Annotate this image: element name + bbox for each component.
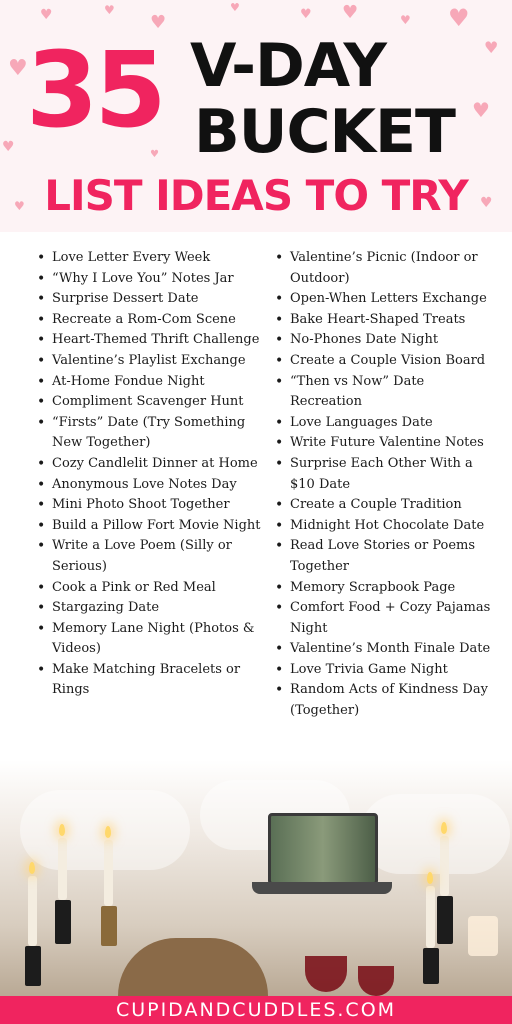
- title-banner: [0, 0, 512, 232]
- candlelit-scene-photo: [0, 760, 512, 996]
- list-item: • No-Phones Date Night: [275, 330, 500, 351]
- heart-icon: ♥: [342, 2, 359, 23]
- list-item: • Surprise Each Other With a $10 Date: [275, 454, 500, 495]
- ideas-list-left: [37, 248, 262, 701]
- list-item: • Anonymous Love Notes Day: [37, 475, 262, 496]
- list-item: • Write Future Valentine Notes: [275, 433, 500, 454]
- list-item: • Recreate a Rom-Com Scene: [37, 310, 262, 331]
- list-item: • Love Trivia Game Night: [275, 660, 500, 681]
- list-item: • Valentine’s Month Finale Date: [275, 639, 500, 660]
- list-item: • Stargazing Date: [37, 598, 262, 619]
- list-item: • Memory Lane Night (Photos & Videos): [37, 619, 262, 660]
- list-item: • Open-When Letters Exchange: [275, 289, 500, 310]
- list-item: • Cozy Candlelit Dinner at Home: [37, 454, 262, 475]
- ideas-list-right: [275, 248, 500, 722]
- list-item: • “Why I Love You” Notes Jar: [37, 269, 262, 290]
- list-item: • Make Matching Bracelets or Rings: [37, 660, 262, 701]
- heart-icon: ♥: [104, 3, 115, 17]
- list-item: • Random Acts of Kindness Day (Together): [275, 680, 500, 721]
- heart-icon: ♥: [230, 1, 240, 14]
- laptop-screen: [268, 813, 378, 885]
- heart-icon: ♥: [472, 98, 490, 122]
- list-item: • Bake Heart-Shaped Treats: [275, 310, 500, 331]
- website-url[interactable]: CUPIDANDCUDDLES.COM: [0, 996, 512, 1024]
- list-item: • Heart-Themed Thrift Challenge: [37, 330, 262, 351]
- heart-icon: ♥: [2, 139, 15, 155]
- laptop-base: [252, 882, 392, 894]
- list-item: • Love Languages Date: [275, 413, 500, 434]
- headline-number: 35: [26, 29, 163, 151]
- charcuterie-board: [118, 938, 268, 996]
- headline-line-2: BUCKET: [194, 97, 455, 167]
- list-item: • Create a Couple Vision Board: [275, 351, 500, 372]
- heart-icon: ♥: [480, 195, 493, 211]
- headline-subtitle: LIST IDEAS TO TRY: [44, 171, 468, 220]
- heart-icon: ♥: [484, 38, 499, 57]
- list-item: • Write a Love Poem (Silly or Serious): [37, 536, 262, 577]
- heart-icon: ♥: [14, 199, 25, 213]
- list-item: • Comfort Food + Cozy Pajamas Night: [275, 598, 500, 639]
- list-item: • Compliment Scavenger Hunt: [37, 392, 262, 413]
- list-item: • Mini Photo Shoot Together: [37, 495, 262, 516]
- list-item: • Valentine’s Playlist Exchange: [37, 351, 262, 372]
- list-item: • At-Home Fondue Night: [37, 372, 262, 393]
- heart-icon: ♥: [8, 56, 28, 81]
- list-item: • Cook a Pink or Red Meal: [37, 578, 262, 599]
- list-item: • Midnight Hot Chocolate Date: [275, 516, 500, 537]
- heart-icon: ♥: [150, 12, 167, 33]
- list-item: • Surprise Dessert Date: [37, 289, 262, 310]
- headline-line-1: V-DAY: [190, 31, 386, 101]
- list-item: • Memory Scrapbook Page: [275, 578, 500, 599]
- heart-icon: ♥: [400, 13, 411, 27]
- list-item: • “Then vs Now” Date Recreation: [275, 372, 500, 413]
- candle-jar: [468, 916, 498, 956]
- heart-icon: ♥: [150, 149, 159, 160]
- heart-icon: ♥: [448, 4, 470, 32]
- list-item: • Create a Couple Tradition: [275, 495, 500, 516]
- heart-icon: ♥: [300, 7, 312, 22]
- list-item: • Build a Pillow Fort Movie Night: [37, 516, 262, 537]
- list-item: • Love Letter Every Week: [37, 248, 262, 269]
- heart-icon: ♥: [40, 7, 53, 23]
- list-item: • Read Love Stories or Poems Together: [275, 536, 500, 577]
- list-item: • “Firsts” Date (Try Something New Together): [37, 413, 262, 454]
- list-item: • Valentine’s Picnic (Indoor or Outdoor): [275, 248, 500, 289]
